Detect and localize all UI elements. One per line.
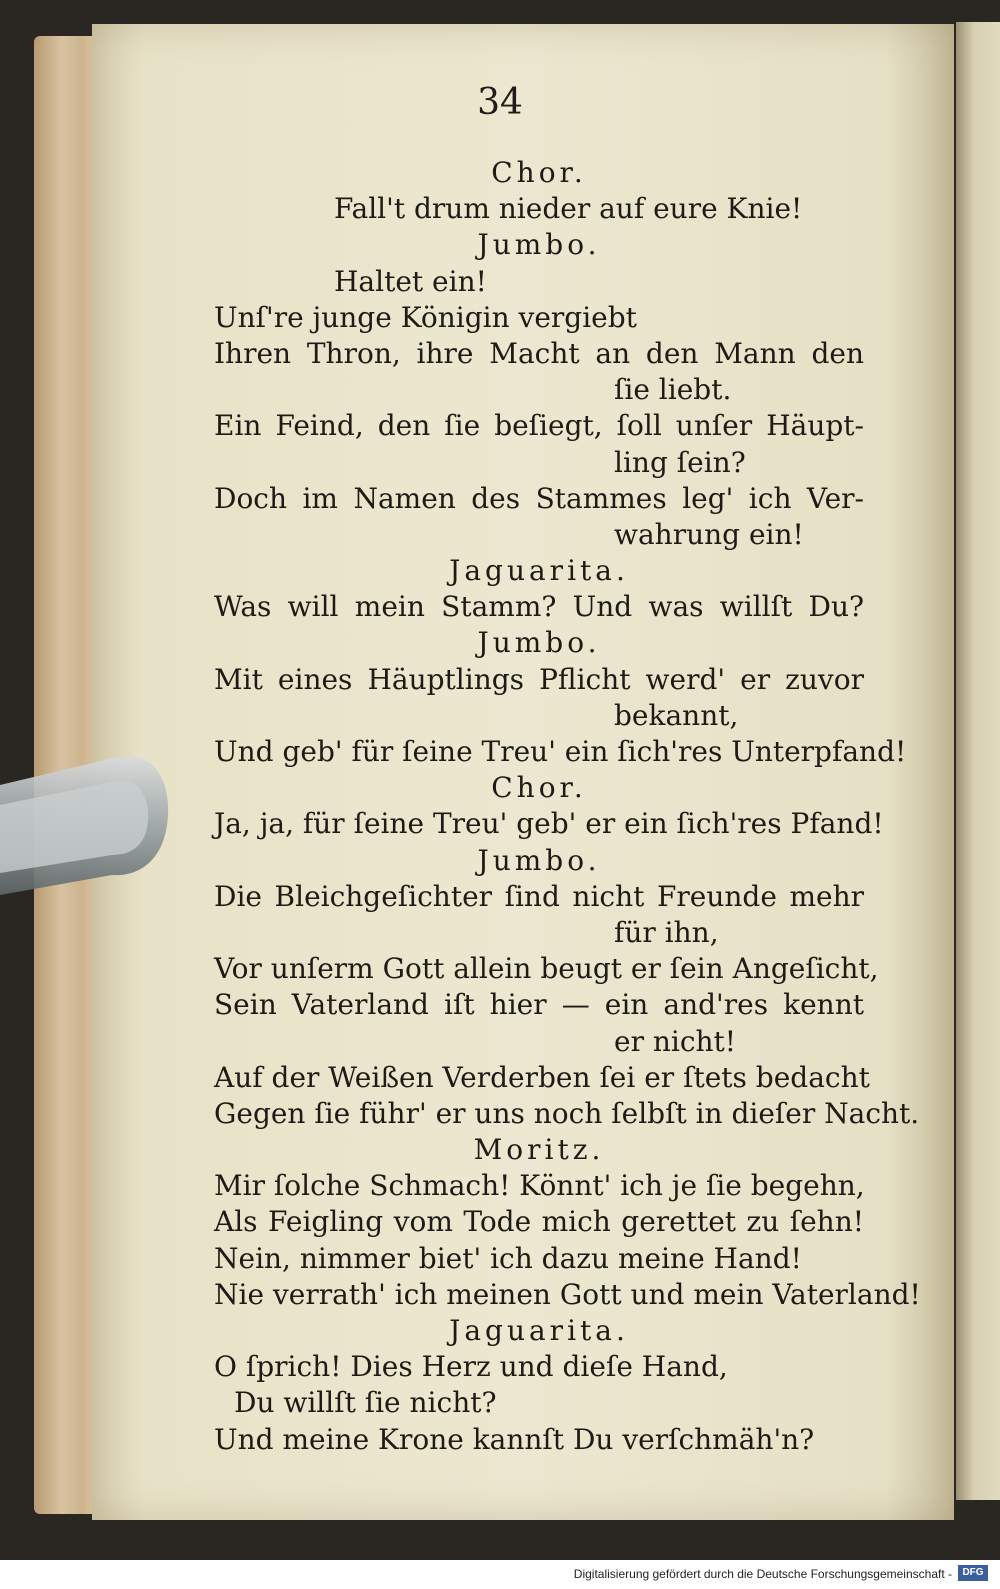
speaker-name: Jumbo. <box>477 843 601 877</box>
verse-line: Gegen ſie führ' er uns noch ſelbſt in dieſer Nacht. <box>214 1096 920 1130</box>
verse-line: wahrung ein! <box>614 517 804 551</box>
verse-line: Nein, nimmer biet' ich dazu meine Hand! <box>214 1241 802 1275</box>
verse-line: Ihren Thron, ihre Macht an den Mann den <box>214 336 864 370</box>
verse-line: Unſ're junge Königin vergiebt <box>214 300 637 334</box>
verse-line: Und meine Krone kannſt Du verſchmäh'n? <box>214 1422 815 1456</box>
speaker-name: Moritz. <box>473 1133 605 1167</box>
verse-line: Fall't drum nieder auf eure Knie! <box>334 192 803 226</box>
page-number: 34 <box>477 82 523 123</box>
speaker-name: Jumbo. <box>477 626 601 660</box>
verse-line: ſie liebt. <box>614 373 732 407</box>
verse-line: Die Bleichgeſichter ſind nicht Freunde mehr <box>214 879 864 913</box>
verse-line: Ja, ja, für ſeine Treu' geb' er ein ſich'res Pfand! <box>214 807 884 841</box>
speaker-name: Chor. <box>491 156 587 189</box>
verse-line: Du willſt ſie nicht? <box>234 1386 497 1420</box>
verse-line: er nicht! <box>614 1024 737 1058</box>
speaker-name: Chor. <box>491 771 587 805</box>
verse-line: Mit eines Häuptlings Pflicht werd' er zuvor <box>214 662 864 696</box>
verse-line: Was will mein Stamm? Und was willſt Du? <box>214 590 864 624</box>
speaker-name: Jumbo. <box>477 228 601 262</box>
verse-line: Mir ſolche Schmach! Könnt' ich je ſie begehn, <box>214 1169 865 1203</box>
text-block <box>214 155 921 1458</box>
verse-line: Und geb' für ſeine Treu' ein ſich'res Unterpfand! <box>214 735 907 768</box>
verse-line: Ein Feind, den ſie beſiegt, ſoll unſer Häupt- <box>214 409 864 443</box>
footer-credit: Digitalisierung gefördert durch die Deutsche Forschungsgemeinschaft - <box>573 1567 952 1581</box>
verse-line: Als Feigling vom Tode mich gerettet zu ſehn! <box>214 1205 864 1239</box>
verse-line: ling ſein? <box>614 445 746 479</box>
verse-line: Haltet ein! <box>334 264 487 298</box>
dfg-logo: DFG <box>958 1565 988 1581</box>
footer-bar <box>0 1560 1000 1589</box>
verse-line: Doch im Namen des Stammes leg' ich Ver- <box>214 481 864 515</box>
speaker-name: Jaguarita. <box>449 554 629 588</box>
verse-line: Auf der Weißen Verderben ſei er ſtets bedacht <box>214 1060 870 1094</box>
speaker-name: Jaguarita. <box>449 1314 629 1347</box>
verse-line: bekannt, <box>614 698 739 732</box>
verse-line: O ſprich! Dies Herz und dieſe Hand, <box>214 1350 728 1384</box>
verse-line: für ihn, <box>614 915 719 949</box>
verse-line: Nie verrath' ich meinen Gott und mein Vaterland! <box>214 1277 921 1311</box>
verse-line: Sein Vaterland iſt hier — ein and'res kennt <box>214 988 864 1022</box>
page-clip-icon <box>0 745 172 913</box>
verse-line: Vor unſerm Gott allein beugt er ſein Angeſicht, <box>214 952 879 986</box>
next-page-edge <box>956 22 1000 1500</box>
